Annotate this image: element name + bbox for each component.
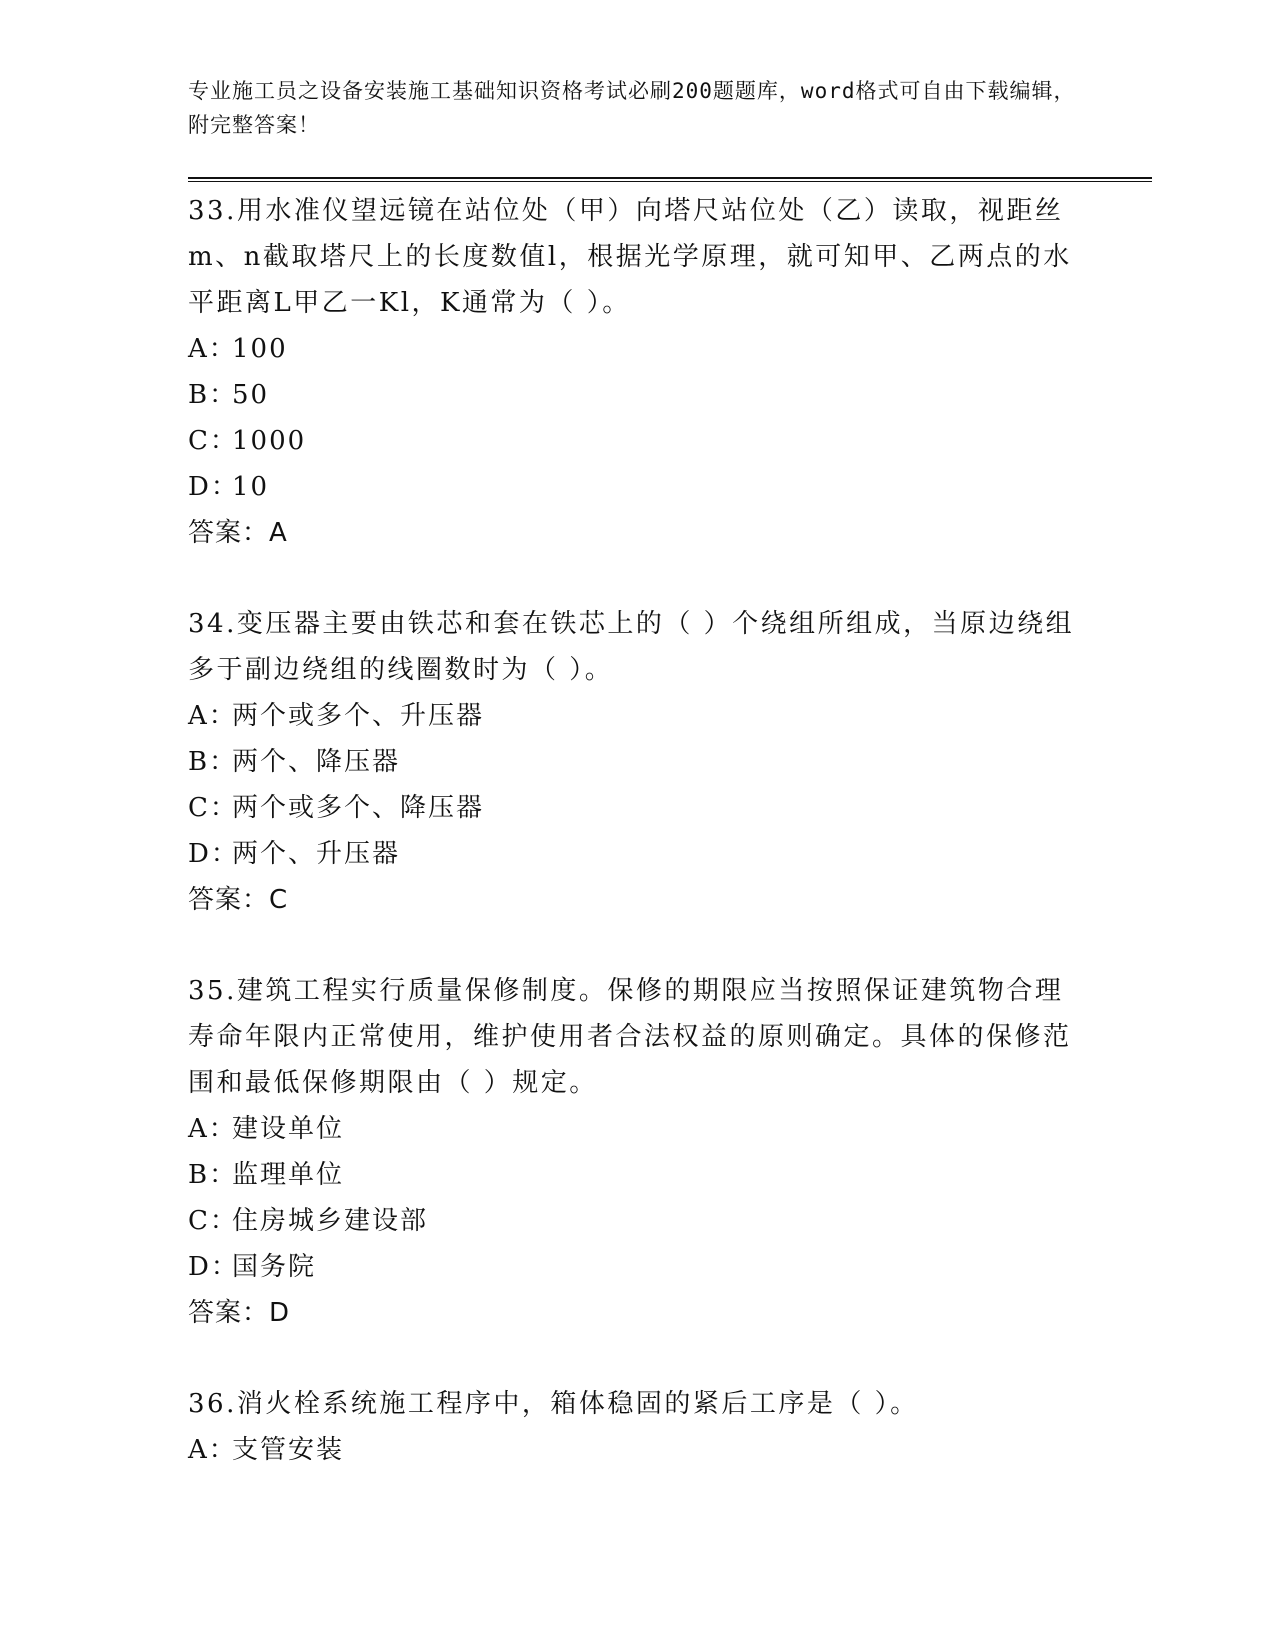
option-letter: A：: [188, 1435, 237, 1465]
option-c: [188, 1198, 1088, 1244]
header-divider: [188, 177, 1152, 182]
option-letter: A：: [188, 1114, 237, 1144]
option-letter: B：: [188, 1160, 238, 1190]
option-b: [188, 739, 1088, 785]
question-34: [188, 601, 1088, 923]
option-text: 100: [232, 334, 288, 364]
option-letter: C：: [188, 793, 238, 823]
option-text: 1000: [232, 426, 307, 456]
option-letter: D：: [188, 472, 239, 502]
option-letter: C：: [188, 426, 238, 456]
option-c: [188, 785, 1088, 831]
option-letter: B：: [188, 380, 238, 410]
option-letter: C：: [188, 1206, 238, 1236]
answer-line: 答案：A: [188, 518, 288, 548]
question-stem: 34.变压器主要由铁芯和套在铁芯上的（ ）个绕组所组成，当原边绕组多于副边绕组的线圈数时为（ ）。: [188, 609, 1075, 685]
option-d: [188, 831, 1088, 877]
question-35: [188, 968, 1088, 1336]
option-a: [188, 1106, 1088, 1152]
question-stem: 35.建筑工程实行质量保修制度。保修的期限应当按照保证建筑物合理寿命年限内正常使用，维护使用者合法权益的原则确定。具体的保修范围和最低保修期限由（ ）规定。: [188, 976, 1072, 1098]
answer-line: 答案：C: [188, 885, 289, 915]
answer-line: 答案：D: [188, 1298, 291, 1328]
option-b: [188, 1152, 1088, 1198]
option-text: 两个或多个、升压器: [232, 701, 485, 731]
option-a: [188, 693, 1088, 739]
question-stem: 36.消火栓系统施工程序中，箱体稳固的紧后工序是（ ）。: [188, 1389, 919, 1419]
option-letter: D：: [188, 839, 239, 869]
option-text: 两个、升压器: [232, 839, 401, 869]
document-header: 专业施工员之设备安装施工基础知识资格考试必刷200题题库，word格式可自由下载编辑，附完整答案！: [188, 79, 1076, 137]
option-text: 50: [232, 380, 270, 410]
option-a: [188, 1427, 1088, 1473]
option-b: [188, 372, 1088, 418]
option-text: 监理单位: [232, 1160, 345, 1190]
option-text: 国务院: [232, 1252, 317, 1282]
question-stem: 33.用水准仪望远镜在站位处（甲）向塔尺站位处（乙）读取，视距丝m、n截取塔尺上的长度数值l，根据光学原理，就可知甲、乙两点的水平距离L甲乙一Kl，K通常为（ ）。: [188, 196, 1072, 318]
option-letter: A：: [188, 701, 237, 731]
option-c: [188, 418, 1088, 464]
option-d: [188, 464, 1088, 510]
question-list: [188, 188, 1088, 1518]
question-36: [188, 1381, 1088, 1473]
option-text: 两个、降压器: [232, 747, 401, 777]
option-text: 住房城乡建设部: [232, 1206, 429, 1236]
question-33: [188, 188, 1088, 556]
option-text: 10: [232, 472, 270, 502]
option-letter: B：: [188, 747, 238, 777]
option-letter: D：: [188, 1252, 239, 1282]
option-text: 两个或多个、降压器: [232, 793, 485, 823]
option-d: [188, 1244, 1088, 1290]
option-letter: A：: [188, 334, 237, 364]
option-text: 建设单位: [232, 1114, 345, 1144]
option-a: [188, 326, 1088, 372]
option-text: 支管安装: [232, 1435, 345, 1465]
